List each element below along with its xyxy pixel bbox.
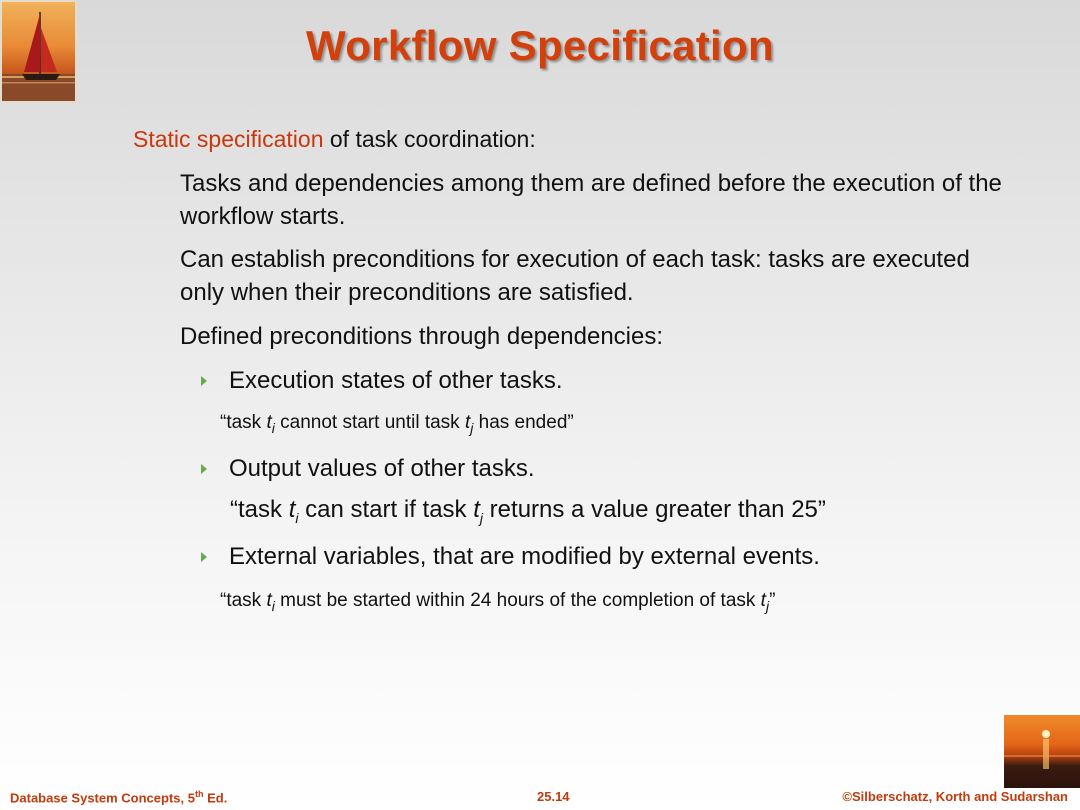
item-external-variables: External variables, that are modified by external events. bbox=[229, 543, 820, 570]
bullet-static-spec bbox=[133, 126, 536, 153]
footer-slide-number: 25.14 bbox=[537, 789, 570, 804]
sunset-image bbox=[1004, 715, 1080, 788]
static-spec-text: of task coordination: bbox=[323, 126, 536, 152]
example-external-variables: “task $t_i$ must be started within 24 hours of the completion of task $t_j$” bbox=[220, 590, 776, 614]
triangle-bullet-icon bbox=[201, 464, 207, 474]
example-output-values: “task $t_i$ can start if task $t_j$ returns a value greater than 25” bbox=[230, 496, 826, 526]
triangle-bullet-icon bbox=[201, 552, 207, 562]
sub-bullet-dependencies: Defined preconditions through dependencies: bbox=[180, 323, 664, 350]
example-execution-states: “task $t_i$ cannot start until task $t_j$ has ended” bbox=[220, 412, 574, 436]
slide-title: Workflow Specification bbox=[306, 22, 774, 69]
sub-bullet-preconditions: Can establish preconditions for execution of each task: tasks are executed only when their preconditions are satisfied. bbox=[180, 246, 970, 306]
footer-book-title: Database System Concepts, 5th Ed. bbox=[10, 789, 228, 806]
triangle-bullet-icon bbox=[201, 376, 207, 386]
item-output-values: Output values of other tasks. bbox=[229, 455, 535, 482]
footer-copyright: ©Silberschatz, Korth and Sudarshan bbox=[842, 789, 1068, 804]
item-execution-states: Execution states of other tasks. bbox=[229, 367, 563, 394]
static-spec-term: Static specification bbox=[133, 126, 324, 152]
sub-bullet-tasks: Tasks and dependencies among them are defined before the execution of the workflow starts. bbox=[180, 170, 1002, 230]
